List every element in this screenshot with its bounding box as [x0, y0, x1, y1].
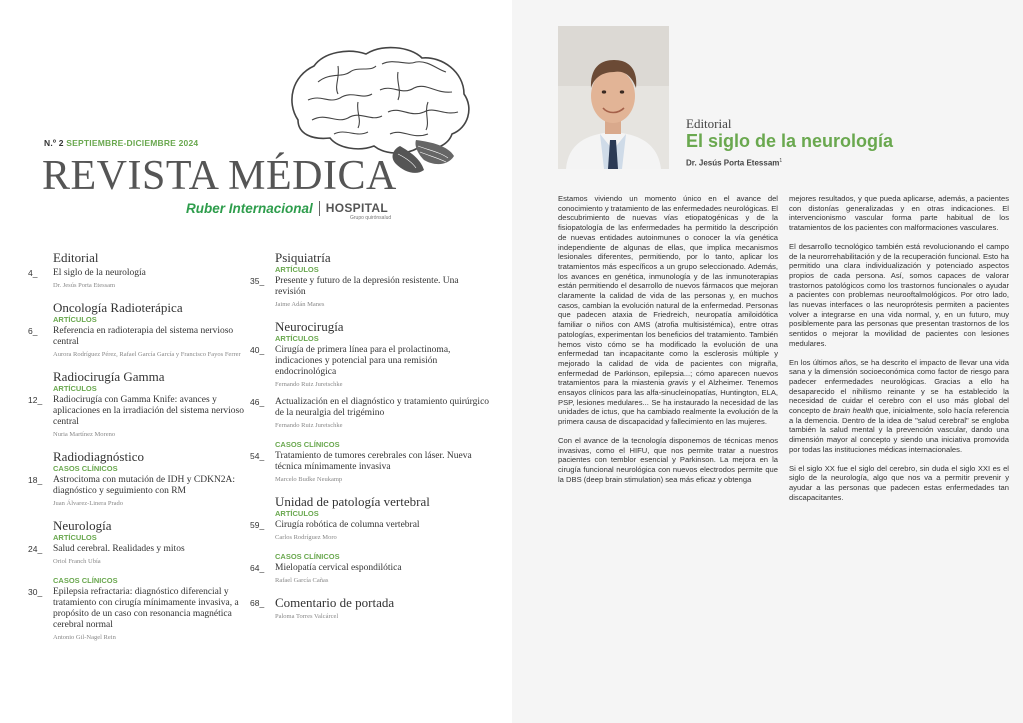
toc-entry[interactable] — [28, 326, 252, 359]
editorial-body-column-1 — [558, 194, 778, 493]
toc-category: ARTÍCULOS — [53, 533, 97, 542]
toc-entry-title: Referencia en radioterapia del sistema nervioso central — [53, 326, 234, 347]
toc-entry-title: El siglo de la neurología — [53, 268, 146, 278]
toc-section-title: Radiocirugía Gamma — [53, 369, 165, 384]
toc-group — [250, 595, 490, 621]
toc-entry-author: Aurora Rodríguez Pérez, Rafael García García y Francisco Fayos Ferrer — [53, 351, 241, 358]
toc-entry[interactable] — [250, 563, 490, 585]
editorial-title: El siglo de la neurología — [686, 131, 894, 151]
editorial-body-column-2 — [789, 194, 1009, 511]
toc-entry-title: Presente y futuro de la depresión resistente. Una revisión — [275, 276, 459, 297]
toc-section-title: Radiodiagnóstico — [53, 449, 144, 464]
toc-page-number: 54_ — [250, 451, 265, 461]
toc-entry-author: Rafael García Cañas — [275, 577, 329, 584]
toc-section-title: Comentario de portada — [275, 595, 395, 610]
toc-category: CASOS CLÍNICOS — [53, 464, 118, 473]
toc-category: ARTÍCULOS — [275, 265, 319, 274]
toc-entry-author: Carlos Rodríguez Moro — [275, 534, 337, 541]
issue-dates: SEPTIEMBRE-DICIEMBRE 2024 — [66, 138, 199, 148]
toc-category: ARTÍCULOS — [53, 315, 97, 324]
toc-entry-title: Mielopatía cervical espondilótica — [275, 563, 402, 573]
magazine-title: REVISTA MÉDICA — [42, 153, 397, 199]
toc-entry-author: Paloma Torres Valcárcel — [275, 613, 339, 620]
brand-divider — [319, 201, 320, 216]
toc-entry-title: Actualización en el diagnóstico y tratamiento quirúrgico de la neuralgia del trigémino — [275, 397, 490, 418]
toc-group — [250, 250, 490, 309]
toc-entry[interactable] — [250, 345, 490, 389]
editorial-paragraph: Estamos viviendo un momento único en el avance del conocimiento y tratamiento de las enfermedades neurológicas. El descubrimiento de nuevas vías etiopatogénicas y de la fisiopatología de las enfermedades ha permitido la descripción de nuevas entidades autoinmunes o conocer la vía genética independiente de algunas de ellas, que implica mecanismos lesionales diferentes, permitiendo, por lo tanto, aplicar los tratamientos más específicos a un grupo seleccionado. Además, los avances en genética, inmunología y de las inmunoterapias están permitiendo el desarrollo de nuevos fármacos que mejoran claramente la calidad de vida de las personas y, en muchos casos, cambian la evolución natural de la enfermedad. Personas que padecen ataxia de Friedreich, neuropatía amiloidótica familiar o niños con AMS (atrofia multisistémica), entre otras patologías, experimentan los beneficios del tratamiento. También hemos visto cómo se ha modificado la evolución de una enfermedad tan incapacitante como la esclerosis múltiple y mejorado la calidad de vida de pacientes con migraña, enfermedad de Parkinson, epilepsia...; cómo aparecen nuevos tratamientos para la miastenia gravis y el Alzheimer. Tenemos ensayos clínicos para las alfa-sinucleinopatías, Huntington, ELA, PSP, lesiones medulares... Se ha instaurado la necesidad de las unidades de ictus, que ha cambiado realmente la evolución de la primera causa de discapacidad y fallecimiento en las mujeres. — [558, 194, 778, 427]
toc-entry[interactable] — [28, 587, 252, 642]
toc-entry-title: Cirugía robótica de columna vertebral — [275, 520, 420, 530]
toc-entry-title: Radiocirugía con Gamma Knife: avances y aplicaciones en la irradiación del sistema nervioso central — [53, 395, 244, 427]
editorial-author-name: Dr. Jesús Porta Etessam — [686, 158, 780, 168]
toc-page-number: 59_ — [250, 520, 265, 530]
editorial-paragraph: Con el avance de la tecnología disponemos de técnicas menos invasivas, como el HIFU, que nos permite tratar a nuestros pacientes con temblor esencial y Parkinson. La mejora en la cirugía funcional neurológica con nuevos electrodos permite que la DBS (deep brain stimulation) sea más eficaz y obtenga — [558, 435, 778, 484]
brand-name: Ruber Internacional — [186, 200, 313, 216]
toc-page-number: 40_ — [250, 345, 265, 355]
editorial-author-superscript: 1 — [779, 158, 783, 164]
toc-page-number: 24_ — [28, 544, 43, 554]
editorial-paragraph: En los últimos años, se ha descrito el impacto de llevar una vida sana y la dimensión socioeconómica como factor de riesgo para padecer enfermedades neurológicas. Gracias a ello ha desaparecido el nihilismo reinante y se ha establecido la necesidad de cuidar el cerebro con el uso más global del concepto de brain health que, inicialmente, solo hacía referencia a la demencia. Dentro de la idea de "salud cerebral" se engloba también la salud mental y la prevención vascular, dando una dimensión mayor al concepto y siendo una iniciativa promovida por todas las instituciones médicas internacionales. — [789, 357, 1009, 454]
toc-page-number: 4_ — [28, 268, 38, 278]
toc-entry[interactable] — [250, 397, 490, 430]
author-photo — [558, 26, 669, 169]
toc-group — [28, 369, 252, 439]
editorial-author — [686, 158, 782, 168]
toc-entry-author: Fernando Ruiz Juretschke — [275, 381, 343, 388]
toc-entry-author: Nuria Martínez Moreno — [53, 431, 116, 438]
toc-entry[interactable] — [28, 268, 252, 290]
toc-page-number: 6_ — [28, 326, 38, 336]
toc-entry-title: Astrocitoma con mutación de IDH y CDKN2A: diagnóstico y seguimiento con RM — [53, 475, 236, 496]
brand-hospital: HOSPITAL — [325, 201, 388, 215]
toc-page-number: 68_ — [250, 598, 265, 608]
toc-section-title: Unidad de patología vertebral — [275, 494, 430, 509]
editorial-paragraph: Si el siglo XX fue el siglo del cerebro, sin duda el siglo XXI es el siglo de la neurología, algo que nos va a permitir prevenir y ayudar a las personas que padecen estas enfermedades tan discapacitantes. — [789, 463, 1009, 502]
toc-entry-title: Epilepsia refractaria: diagnóstico diferencial y tratamiento con cirugía mínimamente invasiva, a propósito de un caso con resonancia magnética cerebral normal — [53, 587, 239, 630]
toc-group — [28, 300, 252, 359]
toc-category: CASOS CLÍNICOS — [275, 552, 340, 561]
toc-group — [28, 518, 252, 566]
toc-group — [250, 494, 490, 542]
toc-entry-author: Oriol Franch Ubía — [53, 558, 101, 565]
toc-page-number: 30_ — [28, 587, 43, 597]
editorial-paragraph: mejores resultados, y que pueda aplicarse, además, a pacientes con distonías generalizadas y en otras indicaciones. El intervencionismo vascular forma parte habitual de los tratamientos de los pacientes con malformaciones vasculares. — [789, 194, 1009, 233]
issue-number: N.º 2 — [44, 138, 64, 148]
toc-page-number: 18_ — [28, 475, 43, 485]
toc-entry-title: Cirugía de primera línea para el prolactinoma, indicaciones y potencial para una remisión endocrinológica — [275, 345, 451, 377]
brand-group: Grupo quirónsalud — [350, 215, 392, 221]
toc-category: ARTÍCULOS — [53, 384, 97, 393]
toc-group — [250, 552, 490, 585]
toc-entry-author: Fernando Ruiz Juretschke — [275, 422, 343, 429]
toc-category: ARTÍCULOS — [275, 509, 319, 518]
toc-entry-author: Juan Álvarez-Linera Prado — [53, 500, 124, 507]
toc-entry-author: Dr. Jesús Porta Etessam — [53, 282, 116, 289]
toc-entry[interactable] — [250, 276, 490, 309]
toc-category: CASOS CLÍNICOS — [275, 440, 340, 449]
toc-entry[interactable] — [28, 395, 252, 439]
toc-page-number: 35_ — [250, 276, 265, 286]
toc-column-2 — [250, 250, 490, 621]
editorial-label: Editorial — [686, 116, 732, 131]
toc-entry[interactable] — [250, 451, 490, 484]
toc-entry-author: Marcelo Budke Neukamp — [275, 476, 343, 483]
toc-entry[interactable] — [250, 520, 490, 542]
toc-entry[interactable] — [250, 595, 490, 621]
toc-section-title: Psiquiatría — [275, 250, 331, 265]
toc-entry[interactable] — [28, 544, 252, 566]
toc-page-number: 46_ — [250, 397, 265, 407]
toc-page-number: 64_ — [250, 563, 265, 573]
toc-entry-author: Jaime Adán Manes — [275, 301, 325, 308]
toc-category: CASOS CLÍNICOS — [53, 576, 118, 585]
toc-entry-title: Salud cerebral. Realidades y mitos — [53, 544, 185, 554]
toc-entry-title: Tratamiento de tumores cerebrales con láser. Nueva técnica mínimamente invasiva — [275, 451, 472, 472]
toc-section-title: Oncología Radioterápica — [53, 300, 183, 315]
toc-entry[interactable] — [28, 475, 252, 508]
toc-section-title: Neurología — [53, 518, 112, 533]
toc-group — [28, 449, 252, 508]
toc-group — [250, 440, 490, 484]
toc-category: ARTÍCULOS — [275, 334, 319, 343]
toc-group — [28, 250, 252, 290]
toc-group — [28, 576, 252, 642]
toc-entry-author: Antonio Gil-Nagel Rein — [53, 634, 116, 641]
toc-column-1 — [28, 250, 252, 642]
editorial-paragraph: El desarrollo tecnológico también está revolucionando el campo de la neurorrehabilitación y de la recuperación funcional. Esto ha permitido una clara individualización y potenciado aspectos propios de cada persona. Así, somos capaces de valorar trastornos patológicos como los trastornos funcionales o ayudar a pacientes con problemas neurooftalmológicos. Por otro lado, las nuevas interfaces o las neuroprótesis permiten a pacientes volver a integrarse en una vida normal, y, en un futuro, muy posiblemente para las personas que presentan trastornos de los sentidos o mejorar la movilidad de pacientes con lesiones medulares. — [789, 241, 1009, 348]
issue-info — [44, 138, 198, 148]
toc-section-title: Editorial — [53, 250, 99, 265]
toc-page-number: 12_ — [28, 395, 43, 405]
toc-section-title: Neurocirugía — [275, 319, 344, 334]
toc-group — [250, 319, 490, 430]
